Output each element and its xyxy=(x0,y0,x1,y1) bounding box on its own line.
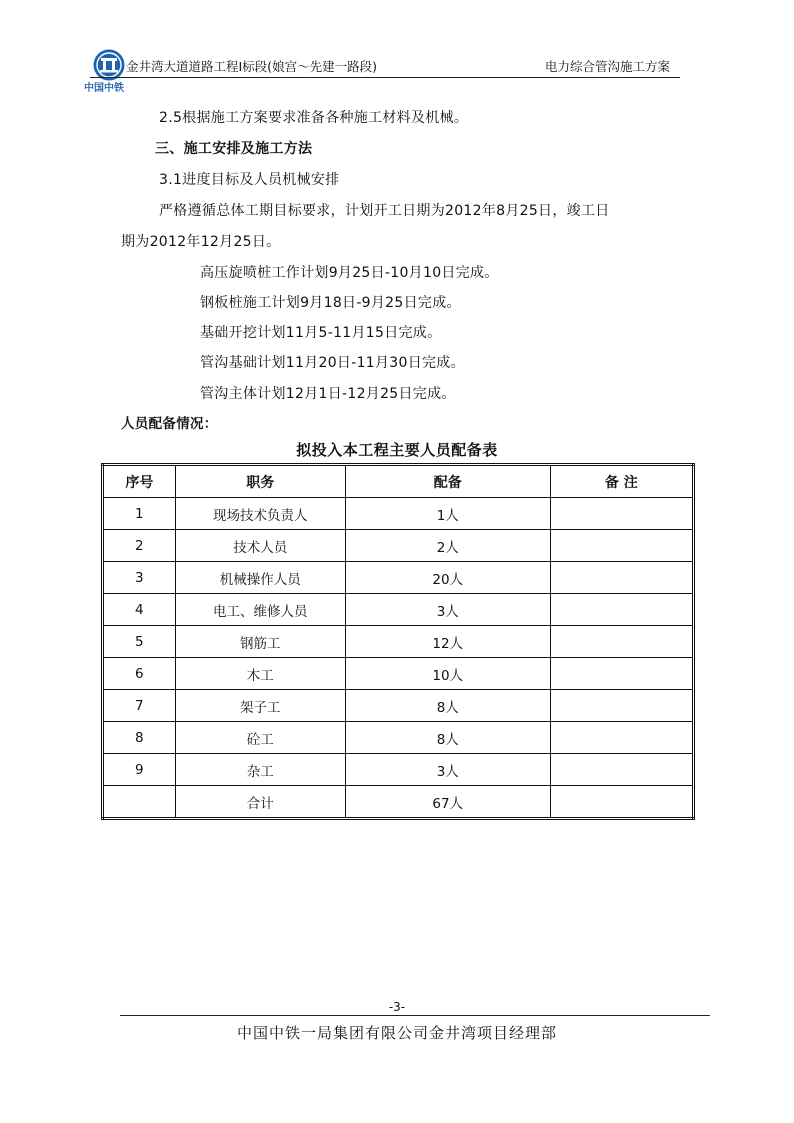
table-row xyxy=(103,690,694,722)
cell-remarks xyxy=(550,530,693,562)
plan-item: 钢板桩施工计划9月18日-9月25日完成。 xyxy=(200,295,461,311)
body-paragraph: 严格遵循总体工期目标要求，计划开工日期为2012年8月25日，竣工日 xyxy=(159,203,610,219)
table-row xyxy=(103,722,694,754)
cell-seq: 5 xyxy=(103,626,176,658)
section-heading-3: 三、施工安排及施工方法 xyxy=(155,141,313,157)
cell-seq: 1 xyxy=(103,498,176,530)
cell-position: 砼工 xyxy=(175,722,345,754)
plan-item: 管沟基础计划11月20日-11月30日完成。 xyxy=(200,355,465,371)
table-row xyxy=(103,530,694,562)
header-project-title: 金井湾大道道路工程Ⅰ标段(娘宫～先建一路段) xyxy=(126,59,377,74)
cell-remarks xyxy=(550,754,693,786)
cell-count: 8人 xyxy=(345,722,550,754)
cell-seq: 7 xyxy=(103,690,176,722)
cell-count: 20人 xyxy=(345,562,550,594)
table-row xyxy=(103,562,694,594)
logo-caption: 中国中铁 xyxy=(84,83,124,94)
cell-remarks xyxy=(550,722,693,754)
cell-remarks xyxy=(550,594,693,626)
table-row xyxy=(103,658,694,690)
footer-divider xyxy=(120,1015,710,1016)
header-cell-position: 职务 xyxy=(175,465,345,498)
table-title: 拟投入本工程主要人员配备表 xyxy=(296,441,498,459)
cell-remarks xyxy=(550,626,693,658)
cell-remarks xyxy=(550,690,693,722)
cell-count: 1人 xyxy=(345,498,550,530)
cell-seq: 3 xyxy=(103,562,176,594)
plan-item: 基础开挖计划11月5-11月15日完成。 xyxy=(200,325,442,341)
cell-position: 机械操作人员 xyxy=(175,562,345,594)
cell-position: 木工 xyxy=(175,658,345,690)
staffing-heading: 人员配备情况： xyxy=(121,416,218,432)
cell-position: 现场技术负责人 xyxy=(175,498,345,530)
cell-seq: 2 xyxy=(103,530,176,562)
cell-seq: 8 xyxy=(103,722,176,754)
plan-item: 管沟主体计划12月1日-12月25日完成。 xyxy=(200,386,456,402)
table-row xyxy=(103,626,694,658)
cell-remarks xyxy=(550,562,693,594)
cell-count: 8人 xyxy=(345,690,550,722)
header-divider xyxy=(90,77,680,78)
table-row xyxy=(103,594,694,626)
cell-seq: 9 xyxy=(103,754,176,786)
cell-seq xyxy=(103,786,176,819)
table-total-row xyxy=(103,786,694,819)
body-paragraph-continued: 期为2012年12月25日。 xyxy=(121,234,281,250)
cell-position: 技术人员 xyxy=(175,530,345,562)
table-header-row xyxy=(103,465,694,498)
cell-position: 钢筋工 xyxy=(175,626,345,658)
cell-position: 合计 xyxy=(175,786,345,819)
plan-item: 高压旋喷桩工作计划9月25日-10月10日完成。 xyxy=(200,265,499,281)
cell-seq: 6 xyxy=(103,658,176,690)
cell-count: 3人 xyxy=(345,754,550,786)
cell-position: 杂工 xyxy=(175,754,345,786)
page-number: -3- xyxy=(388,1000,406,1014)
cell-count: 3人 xyxy=(345,594,550,626)
footer-organization: 中国中铁一局集团有限公司金井湾项目经理部 xyxy=(236,1024,557,1042)
body-line-2-5: 2.5根据施工方案要求准备各种施工材料及机械。 xyxy=(159,110,469,126)
cell-remarks xyxy=(550,498,693,530)
cell-count: 67人 xyxy=(345,786,550,819)
subsection-heading-3-1: 3.1进度目标及人员机械安排 xyxy=(159,172,340,188)
staff-table xyxy=(101,463,695,820)
header-cell-remarks: 备 注 xyxy=(550,465,693,498)
table-row xyxy=(103,498,694,530)
header-cell-seq: 序号 xyxy=(103,465,176,498)
header-document-title: 电力综合管沟施工方案 xyxy=(544,59,670,74)
cell-count: 2人 xyxy=(345,530,550,562)
cell-count: 10人 xyxy=(345,658,550,690)
header-cell-count: 配备 xyxy=(345,465,550,498)
table-row xyxy=(103,754,694,786)
cell-position: 电工、维修人员 xyxy=(175,594,345,626)
cell-seq: 4 xyxy=(103,594,176,626)
cell-position: 架子工 xyxy=(175,690,345,722)
cell-remarks xyxy=(550,658,693,690)
cell-remarks xyxy=(550,786,693,819)
cell-count: 12人 xyxy=(345,626,550,658)
